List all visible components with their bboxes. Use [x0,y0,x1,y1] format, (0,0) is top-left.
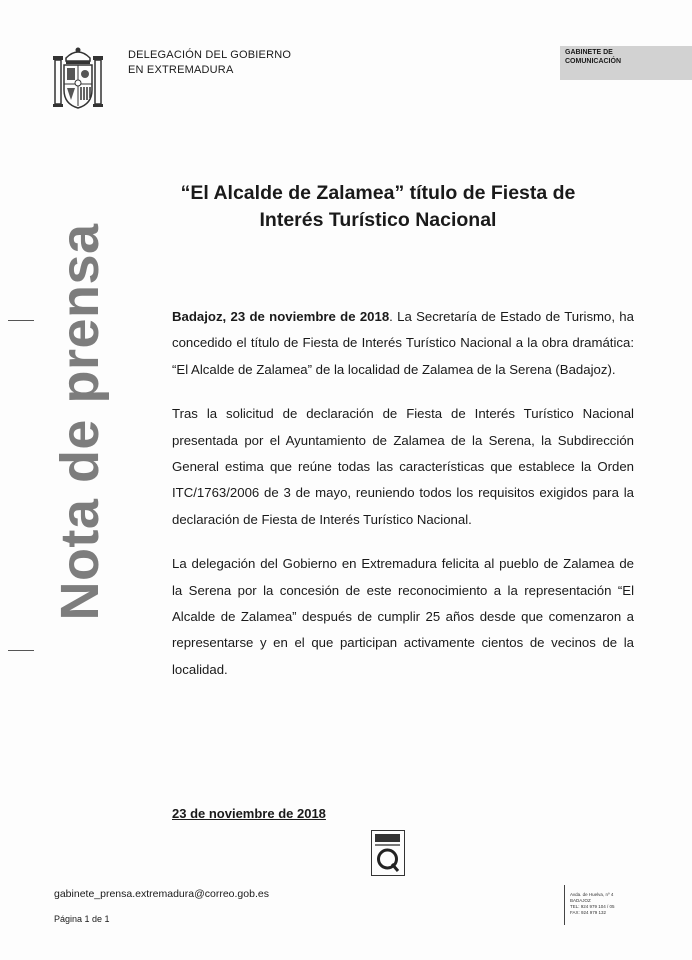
side-label-nota-de-prensa: Nota de prensa [50,223,110,621]
dateline: Badajoz, 23 de noviembre de 2018 [172,309,390,324]
footer-page-number: Página 1 de 1 [54,914,110,924]
side-label-container [48,223,112,621]
closing-date: 23 de noviembre de 2018 [172,806,326,821]
press-release-body [172,304,634,701]
gabinete-line-2: COMUNICACIÓN [565,58,621,65]
paragraph-2: Tras la solicitud de declaración de Fiesta de Interés Turístico Nacional presentada por el Ayuntamiento de Zalamea de la Serena, la Subdirección General estima que reúne todas las características que establece la Orden ITC/1763/2006 de 3 de mayo, reuniendo todos los requisitos exigidos para la declaración de Fiesta de Interés Turístico Nacional. [172,406,634,527]
gabinete-line-1: GABINETE DE [565,49,613,56]
gabinete-label [560,46,692,80]
paragraph-1-text: . La Secretaría de Estado de Turismo, ha concedido el título de Fiesta de Interés Turístico Nacional a la obra dramática: “El Alcalde de Zalamea” de la localidad de Zalamea de la Serena (Badajoz). [172,309,634,377]
org-line-2: EN EXTREMADURA [128,64,234,76]
title-line-1: “El Alcalde de Zalamea” título de Fiesta de [180,182,576,204]
footer-email[interactable]: gabinete_prensa.extremadura@correo.gob.es [54,888,269,900]
header-organization [128,48,291,78]
coat-of-arms-icon [52,44,104,114]
address-line-1: Avda. de Huelva, nº 4 [570,892,614,897]
paragraph-1 [172,304,634,383]
margin-rule-bottom [8,650,34,651]
margin-rule-top [8,320,34,321]
footer-address [570,892,680,916]
address-fax: FAX: 924 979 132 [570,910,607,915]
quality-seal-icon [371,830,405,876]
footer-divider [564,885,565,925]
paragraph-3: La delegación del Gobierno en Extremadura felicita al pueblo de Zalamea de la Serena por la concesión de este reconocimiento a la representación “El Alcalde de Zalamea” después de cumplir 25 años desde que comenzaron a representarse y en el que participan activamente cientos de vecinos de la localidad. [172,556,634,677]
address-phone: TEL: 924 979 104 / 05 [570,904,615,909]
title-line-2: Interés Turístico Nacional [259,209,497,231]
address-line-2: BADAJOZ [570,898,591,903]
org-line-1: DELEGACIÓN DEL GOBIERNO [128,49,292,61]
